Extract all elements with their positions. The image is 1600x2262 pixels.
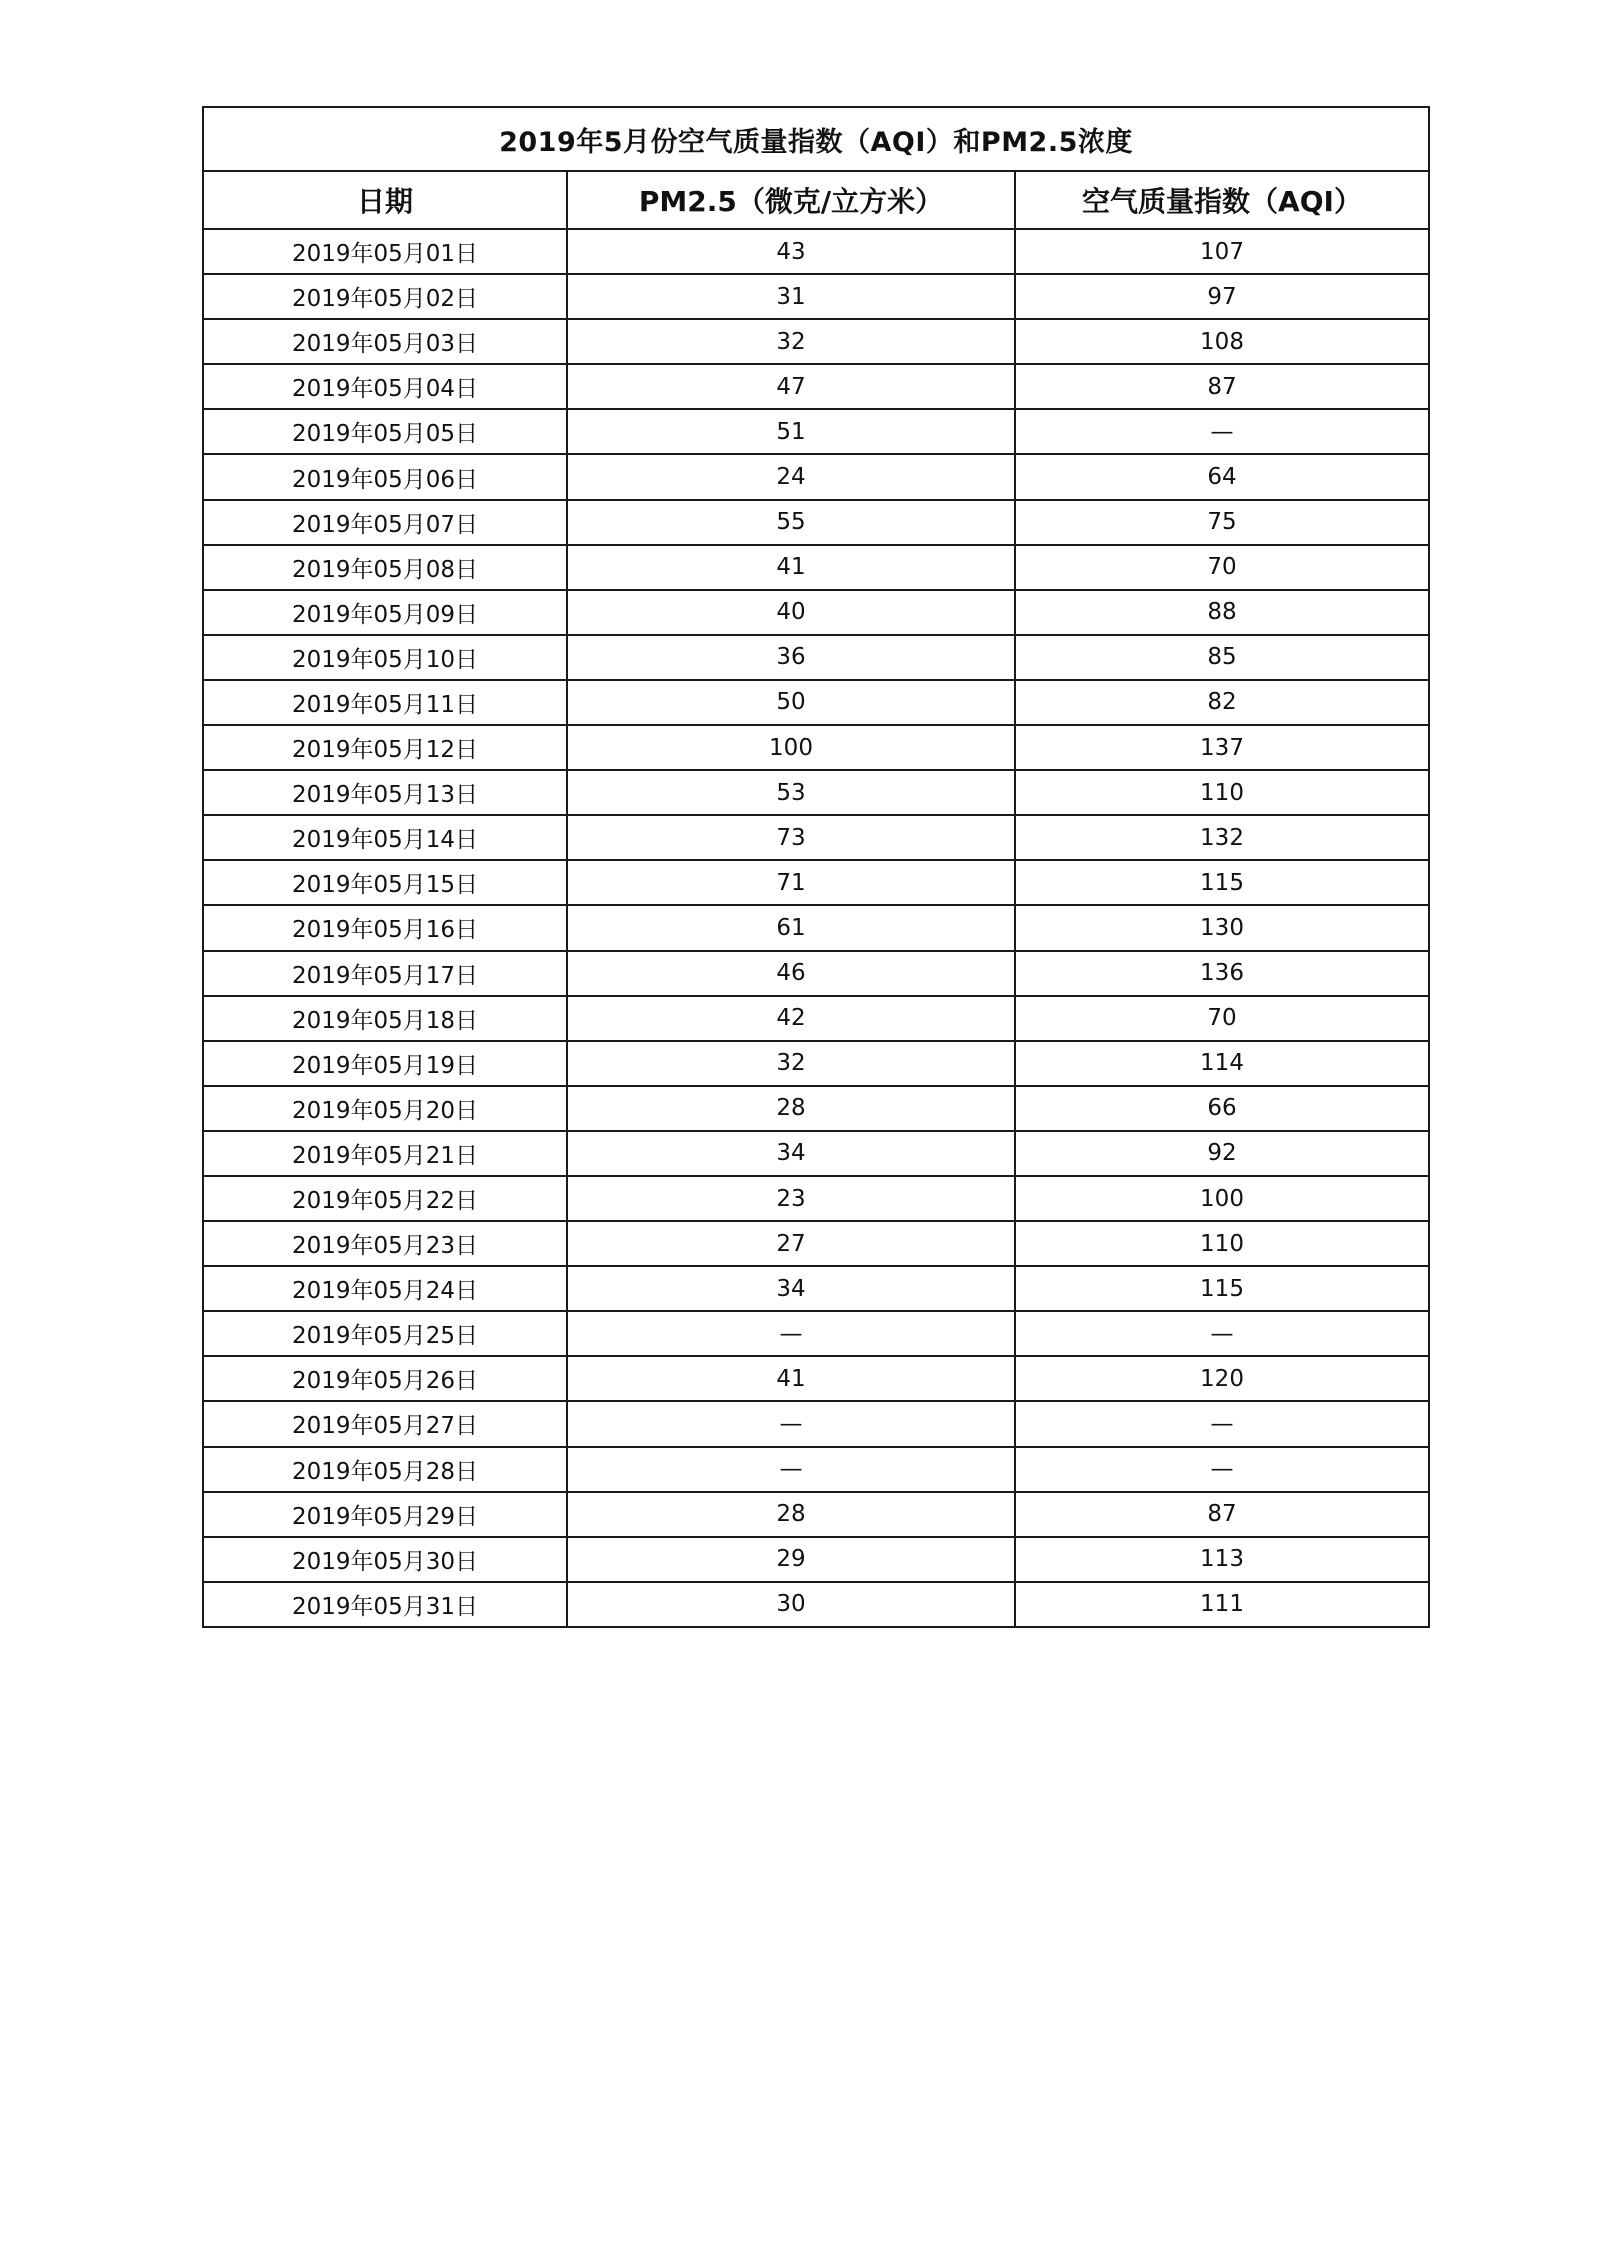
aqi-cell: 97 bbox=[1015, 274, 1428, 319]
table-title: 2019年5月份空气质量指数（AQI）和PM2.5浓度 bbox=[204, 108, 1428, 172]
aqi-cell: — bbox=[1015, 1401, 1428, 1446]
date-cell: 2019年05月24日 bbox=[204, 1266, 567, 1311]
date-cell: 2019年05月04日 bbox=[204, 364, 567, 409]
aqi-cell: 132 bbox=[1015, 815, 1428, 860]
date-cell: 2019年05月02日 bbox=[204, 274, 567, 319]
date-cell: 2019年05月07日 bbox=[204, 500, 567, 545]
date-cell: 2019年05月27日 bbox=[204, 1401, 567, 1446]
aqi-cell: 87 bbox=[1015, 1492, 1428, 1537]
pm25-cell: 50 bbox=[567, 680, 1015, 725]
pm25-cell: 36 bbox=[567, 635, 1015, 680]
aqi-cell: — bbox=[1015, 1447, 1428, 1492]
pm25-cell: 23 bbox=[567, 1176, 1015, 1221]
date-cell: 2019年05月26日 bbox=[204, 1356, 567, 1401]
date-cell: 2019年05月16日 bbox=[204, 905, 567, 950]
aqi-cell: 108 bbox=[1015, 319, 1428, 364]
pm25-cell: 31 bbox=[567, 274, 1015, 319]
aqi-cell: 107 bbox=[1015, 229, 1428, 274]
aqi-cell: 114 bbox=[1015, 1041, 1428, 1086]
table-row bbox=[204, 996, 1428, 1041]
table-row bbox=[204, 545, 1428, 590]
aqi-cell: 64 bbox=[1015, 454, 1428, 499]
aqi-cell: 130 bbox=[1015, 905, 1428, 950]
table-row bbox=[204, 454, 1428, 499]
table-row bbox=[204, 1131, 1428, 1176]
date-cell: 2019年05月30日 bbox=[204, 1537, 567, 1582]
date-cell: 2019年05月05日 bbox=[204, 409, 567, 454]
table-row bbox=[204, 364, 1428, 409]
table-row bbox=[204, 1086, 1428, 1131]
table-row bbox=[204, 1266, 1428, 1311]
table-body bbox=[204, 229, 1428, 1626]
pm25-cell: 100 bbox=[567, 725, 1015, 770]
table-row bbox=[204, 725, 1428, 770]
aqi-cell: 120 bbox=[1015, 1356, 1428, 1401]
aqi-cell: 87 bbox=[1015, 364, 1428, 409]
aqi-cell: 85 bbox=[1015, 635, 1428, 680]
table-row bbox=[204, 500, 1428, 545]
pm25-cell: 47 bbox=[567, 364, 1015, 409]
aqi-cell: 137 bbox=[1015, 725, 1428, 770]
pm25-cell: 32 bbox=[567, 1041, 1015, 1086]
column-header-pm25: PM2.5（微克/立方米） bbox=[567, 172, 1015, 229]
aqi-table-container bbox=[202, 106, 1430, 1628]
date-cell: 2019年05月06日 bbox=[204, 454, 567, 499]
date-cell: 2019年05月23日 bbox=[204, 1221, 567, 1266]
pm25-cell: 30 bbox=[567, 1582, 1015, 1626]
aqi-cell: — bbox=[1015, 1311, 1428, 1356]
pm25-cell: — bbox=[567, 1311, 1015, 1356]
pm25-cell: 32 bbox=[567, 319, 1015, 364]
table-row bbox=[204, 905, 1428, 950]
table-row bbox=[204, 274, 1428, 319]
date-cell: 2019年05月29日 bbox=[204, 1492, 567, 1537]
date-cell: 2019年05月18日 bbox=[204, 996, 567, 1041]
table-row bbox=[204, 635, 1428, 680]
date-cell: 2019年05月28日 bbox=[204, 1447, 567, 1492]
pm25-cell: 73 bbox=[567, 815, 1015, 860]
table-row bbox=[204, 409, 1428, 454]
aqi-cell: — bbox=[1015, 409, 1428, 454]
pm25-cell: 29 bbox=[567, 1537, 1015, 1582]
pm25-cell: — bbox=[567, 1447, 1015, 1492]
pm25-cell: 28 bbox=[567, 1086, 1015, 1131]
table-row bbox=[204, 229, 1428, 274]
date-cell: 2019年05月25日 bbox=[204, 1311, 567, 1356]
date-cell: 2019年05月12日 bbox=[204, 725, 567, 770]
date-cell: 2019年05月13日 bbox=[204, 770, 567, 815]
aqi-cell: 111 bbox=[1200, 1591, 1244, 1618]
aqi-cell: 115 bbox=[1015, 1266, 1428, 1311]
aqi-cell: 70 bbox=[1015, 996, 1428, 1041]
table-row bbox=[204, 1582, 1428, 1626]
pm25-cell: — bbox=[567, 1401, 1015, 1446]
pm25-cell: 61 bbox=[567, 905, 1015, 950]
pm25-cell: 43 bbox=[567, 229, 1015, 274]
aqi-cell: 82 bbox=[1015, 680, 1428, 725]
column-header-aqi: 空气质量指数（AQI） bbox=[1015, 172, 1428, 229]
pm25-cell: 41 bbox=[567, 545, 1015, 590]
pm25-cell: 34 bbox=[567, 1131, 1015, 1176]
pm25-cell: 34 bbox=[567, 1266, 1015, 1311]
aqi-cell: 92 bbox=[1015, 1131, 1428, 1176]
table-row bbox=[204, 1447, 1428, 1492]
aqi-cell: 75 bbox=[1015, 500, 1428, 545]
date-cell: 2019年05月10日 bbox=[204, 635, 567, 680]
pm25-cell: 53 bbox=[567, 770, 1015, 815]
date-cell: 2019年05月01日 bbox=[204, 229, 567, 274]
table-row bbox=[204, 1401, 1428, 1446]
table-row bbox=[204, 680, 1428, 725]
table-row bbox=[204, 815, 1428, 860]
pm25-cell: 71 bbox=[567, 860, 1015, 905]
date-cell: 2019年05月14日 bbox=[204, 815, 567, 860]
aqi-cell: 136 bbox=[1015, 951, 1428, 996]
table-row bbox=[204, 590, 1428, 635]
aqi-cell: 70 bbox=[1015, 545, 1428, 590]
column-header-date: 日期 bbox=[204, 172, 567, 229]
table-row bbox=[204, 951, 1428, 996]
header-row bbox=[204, 172, 1428, 229]
aqi-cell: 115 bbox=[1015, 860, 1428, 905]
table-row bbox=[204, 1492, 1428, 1537]
table-row bbox=[204, 1176, 1428, 1221]
table-row bbox=[204, 1311, 1428, 1356]
pm25-cell: 41 bbox=[567, 1356, 1015, 1401]
date-cell: 2019年05月22日 bbox=[204, 1176, 567, 1221]
date-cell: 2019年05月15日 bbox=[204, 860, 567, 905]
aqi-cell: 110 bbox=[1015, 1221, 1428, 1266]
table-row bbox=[204, 1221, 1428, 1266]
pm25-cell: 24 bbox=[567, 454, 1015, 499]
pm25-cell: 42 bbox=[567, 996, 1015, 1041]
pm25-cell: 55 bbox=[567, 500, 1015, 545]
aqi-cell: 100 bbox=[1015, 1176, 1428, 1221]
table-row bbox=[204, 1041, 1428, 1086]
date-cell: 2019年05月17日 bbox=[204, 951, 567, 996]
table-row bbox=[204, 1356, 1428, 1401]
date-cell: 2019年05月31日 bbox=[204, 1582, 567, 1626]
table-row bbox=[204, 1537, 1428, 1582]
table-row bbox=[204, 319, 1428, 364]
pm25-cell: 27 bbox=[567, 1221, 1015, 1266]
date-cell: 2019年05月20日 bbox=[204, 1086, 567, 1131]
date-cell: 2019年05月11日 bbox=[204, 680, 567, 725]
pm25-cell: 51 bbox=[567, 409, 1015, 454]
pm25-cell: 40 bbox=[567, 590, 1015, 635]
aqi-cell: 88 bbox=[1015, 590, 1428, 635]
date-cell: 2019年05月19日 bbox=[204, 1041, 567, 1086]
table-row bbox=[204, 770, 1428, 815]
date-cell: 2019年05月21日 bbox=[204, 1131, 567, 1176]
aqi-cell: 110 bbox=[1015, 770, 1428, 815]
table-row bbox=[204, 860, 1428, 905]
pm25-cell: 46 bbox=[567, 951, 1015, 996]
date-cell: 2019年05月08日 bbox=[204, 545, 567, 590]
date-cell: 2019年05月03日 bbox=[204, 319, 567, 364]
aqi-cell: 66 bbox=[1015, 1086, 1428, 1131]
date-cell: 2019年05月09日 bbox=[204, 590, 567, 635]
aqi-cell: 113 bbox=[1015, 1537, 1428, 1582]
aqi-table bbox=[204, 172, 1428, 1626]
pm25-cell: 28 bbox=[567, 1492, 1015, 1537]
